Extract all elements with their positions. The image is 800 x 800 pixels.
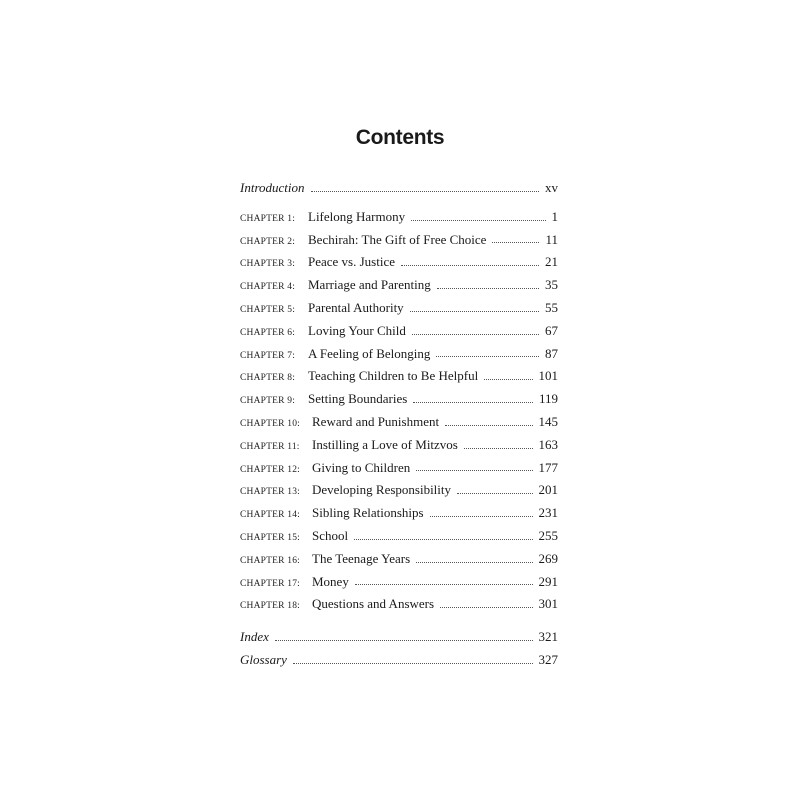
chapter-title: Marriage and Parenting <box>308 277 431 293</box>
dot-leader <box>457 493 532 494</box>
dot-leader <box>354 539 532 540</box>
chapter-label: CHAPTER 4: <box>240 282 296 293</box>
toc-chapter-6 <box>240 320 558 343</box>
toc-chapter-1 <box>240 206 558 229</box>
dot-leader <box>412 334 539 335</box>
chapter-page: 291 <box>538 573 558 589</box>
chapter-page: 11 <box>545 231 558 247</box>
chapter-title: Parental Authority <box>308 299 404 315</box>
chapter-label: CHAPTER 17: <box>240 578 300 589</box>
toc-entry-index <box>240 626 558 649</box>
dot-leader <box>416 470 532 471</box>
toc-chapter-11 <box>240 434 558 457</box>
toc-chapter-16 <box>240 548 558 571</box>
dot-leader <box>416 562 532 563</box>
dot-leader <box>437 288 539 289</box>
dot-leader <box>401 265 539 266</box>
dot-leader <box>311 191 539 192</box>
toc-chapter-14 <box>240 502 558 525</box>
chapter-page: 35 <box>545 277 558 293</box>
chapter-label: CHAPTER 18: <box>240 601 300 612</box>
toc-entry-title: Glossary <box>240 651 287 667</box>
chapter-title: Bechirah: The Gift of Free Choice <box>308 231 487 247</box>
chapter-title: School <box>312 527 349 543</box>
toc-chapter-4 <box>240 274 558 297</box>
chapter-page: 255 <box>538 527 558 543</box>
dot-leader <box>445 425 532 426</box>
toc-entry-title: Index <box>240 629 269 645</box>
chapter-page: 231 <box>538 505 558 521</box>
dot-leader <box>410 311 539 312</box>
toc-chapter-9 <box>240 388 558 411</box>
toc-chapter-10 <box>240 411 558 434</box>
dot-leader <box>293 663 533 664</box>
toc-chapter-15 <box>240 525 558 548</box>
chapter-page: 177 <box>538 459 558 475</box>
chapter-label: CHAPTER 13: <box>240 487 300 498</box>
chapter-label: CHAPTER 7: <box>240 350 296 361</box>
chapter-page: 55 <box>545 299 558 315</box>
chapter-label: CHAPTER 6: <box>240 327 296 338</box>
toc-chapter-18 <box>240 593 558 616</box>
dot-leader <box>440 607 532 608</box>
chapter-title: Reward and Punishment <box>312 413 440 429</box>
chapter-label: CHAPTER 5: <box>240 304 296 315</box>
chapter-title: Teaching Children to Be Helpful <box>308 368 479 384</box>
chapter-label: CHAPTER 8: <box>240 373 296 384</box>
chapter-title: Setting Boundaries <box>308 391 408 407</box>
toc-chapter-8 <box>240 365 558 388</box>
dot-leader <box>413 402 533 403</box>
chapter-page: 1 <box>551 208 558 224</box>
chapter-page: 101 <box>538 368 558 384</box>
toc-entry-page: 321 <box>538 629 558 645</box>
dot-leader <box>355 584 533 585</box>
toc-chapter-13 <box>240 479 558 502</box>
dot-leader <box>484 379 532 380</box>
dot-leader <box>464 448 533 449</box>
chapter-label: CHAPTER 12: <box>240 464 300 475</box>
toc-chapter-7 <box>240 343 558 366</box>
toc-entry-title: Introduction <box>240 180 305 195</box>
chapter-title: Developing Responsibility <box>312 482 452 498</box>
dot-leader <box>436 356 539 357</box>
chapter-page: 21 <box>545 254 558 270</box>
chapter-label: CHAPTER 9: <box>240 396 296 407</box>
chapter-page: 269 <box>538 550 558 566</box>
toc-chapter-12 <box>240 457 558 480</box>
chapter-page: 301 <box>538 596 558 612</box>
toc-entry-page: 327 <box>538 651 558 667</box>
chapter-label: CHAPTER 1: <box>240 213 296 224</box>
chapter-page: 201 <box>538 482 558 498</box>
chapter-title: Money <box>312 573 349 589</box>
chapter-page: 163 <box>538 436 558 452</box>
chapter-page: 67 <box>545 322 558 338</box>
chapter-title: Questions and Answers <box>312 596 435 612</box>
toc-entry-glossary <box>240 649 558 672</box>
toc-entry-page: xv <box>545 180 558 195</box>
dot-leader <box>411 220 545 221</box>
toc-chapter-2 <box>240 229 558 252</box>
page-title: Contents <box>355 126 445 149</box>
chapter-title: Loving Your Child <box>308 322 406 338</box>
dot-leader <box>492 242 539 243</box>
chapter-title: The Teenage Years <box>312 550 411 566</box>
chapter-page: 87 <box>545 345 558 361</box>
dot-leader <box>275 640 533 641</box>
chapter-label: CHAPTER 16: <box>240 555 300 566</box>
chapter-label: CHAPTER 14: <box>240 510 300 521</box>
chapter-label: CHAPTER 3: <box>240 259 296 270</box>
chapter-page: 145 <box>538 413 558 429</box>
chapter-title: Instilling a Love of Mitzvos <box>312 436 458 452</box>
toc-entry-introduction <box>240 177 558 200</box>
chapter-title: Lifelong Harmony <box>308 208 406 224</box>
chapter-page: 119 <box>538 391 558 407</box>
chapter-label: CHAPTER 15: <box>240 532 300 543</box>
chapter-title: Giving to Children <box>312 459 411 475</box>
dot-leader <box>430 516 533 517</box>
toc-chapter-3 <box>240 251 558 274</box>
chapter-label: CHAPTER 10: <box>240 418 300 429</box>
toc-chapter-5 <box>240 297 558 320</box>
chapter-title: Peace vs. Justice <box>308 254 396 270</box>
chapter-label: CHAPTER 11: <box>240 441 300 452</box>
chapter-title: A Feeling of Belonging <box>308 345 431 361</box>
table-of-contents <box>240 177 558 672</box>
toc-chapter-17 <box>240 571 558 594</box>
chapter-title: Sibling Relationships <box>312 505 424 521</box>
chapter-label: CHAPTER 2: <box>240 236 296 247</box>
